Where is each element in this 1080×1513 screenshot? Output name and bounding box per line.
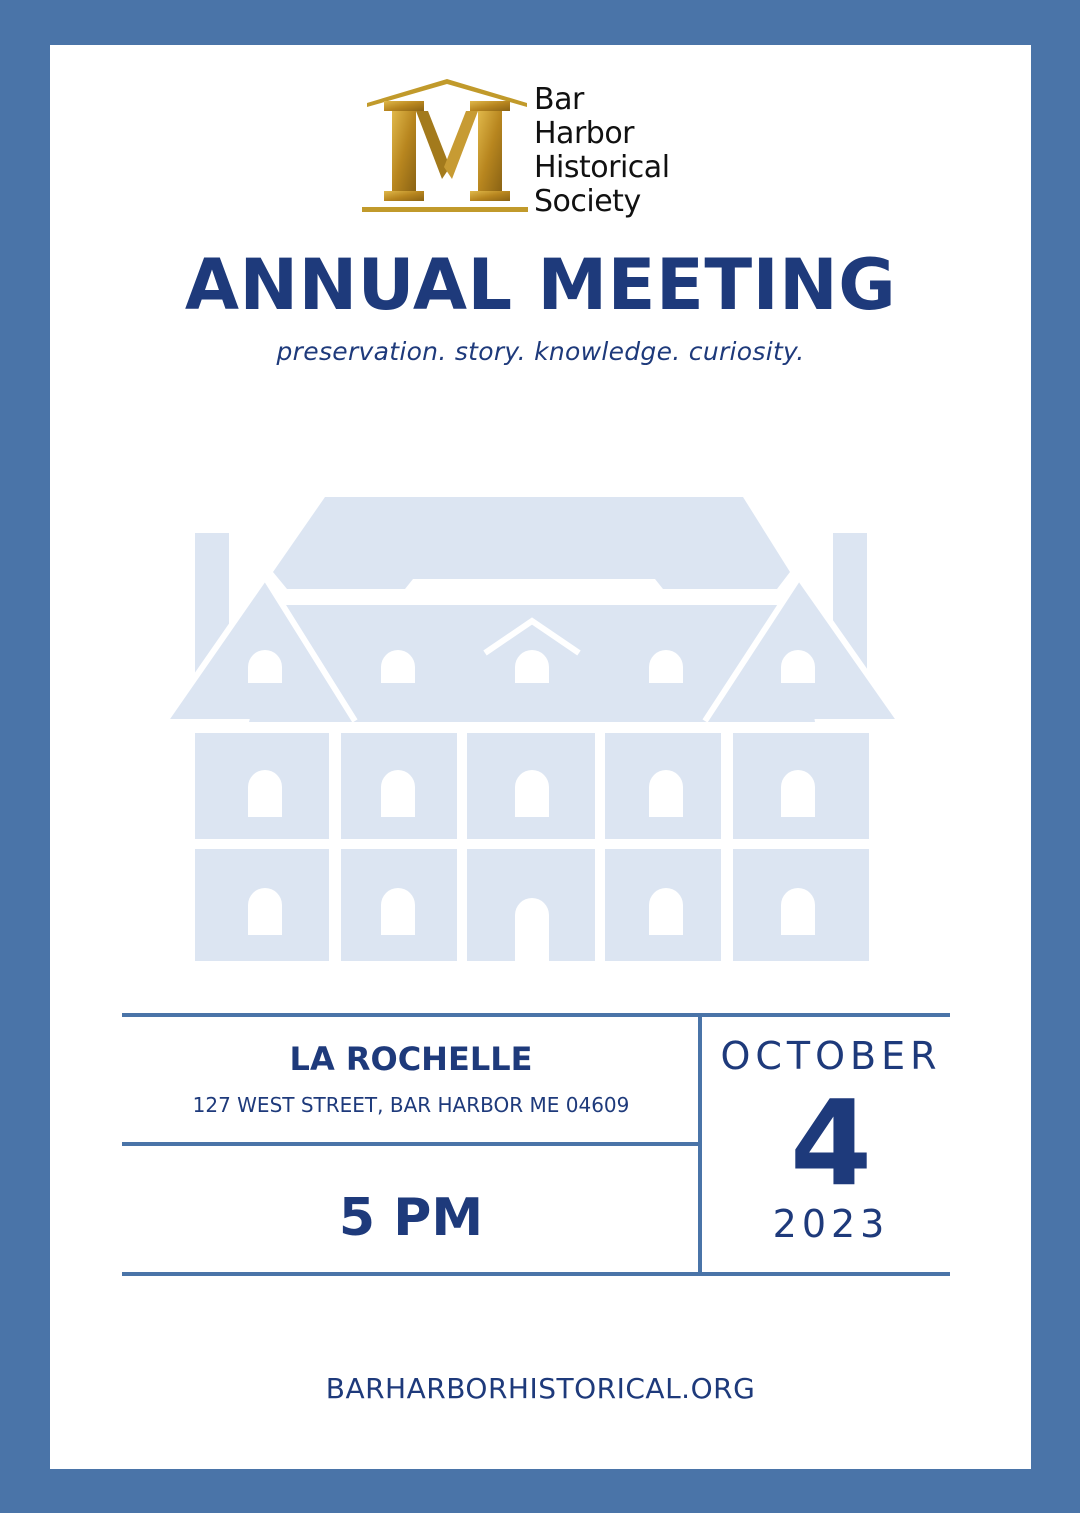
logo-line: Harbor — [534, 116, 635, 151]
logo-line: Bar — [534, 82, 584, 117]
flyer-card — [50, 45, 1031, 1469]
tagline: preservation. story. knowledge. curiosity. — [276, 337, 805, 366]
website-link[interactable]: BARHARBORHISTORICAL.ORG — [325, 1372, 756, 1405]
logo-line: Historical — [534, 150, 670, 185]
column-m-icon — [362, 79, 532, 217]
venue-address: 127 WEST STREET, BAR HARBOR ME 04609 — [192, 1093, 630, 1117]
divider-middle — [122, 1142, 700, 1146]
divider-top — [122, 1013, 950, 1017]
logo-wordmark — [534, 83, 670, 219]
event-year: 2023 — [772, 1202, 890, 1246]
venue-name: LA ROCHELLE — [289, 1040, 533, 1078]
divider-bottom — [122, 1272, 950, 1276]
page-title: ANNUAL MEETING — [184, 244, 897, 326]
event-time: 5 PM — [338, 1188, 484, 1248]
mansion-silhouette-icon — [165, 497, 900, 969]
event-day: 4 — [789, 1074, 873, 1212]
logo-line: Society — [534, 184, 641, 219]
event-month: OCTOBER — [720, 1034, 942, 1078]
